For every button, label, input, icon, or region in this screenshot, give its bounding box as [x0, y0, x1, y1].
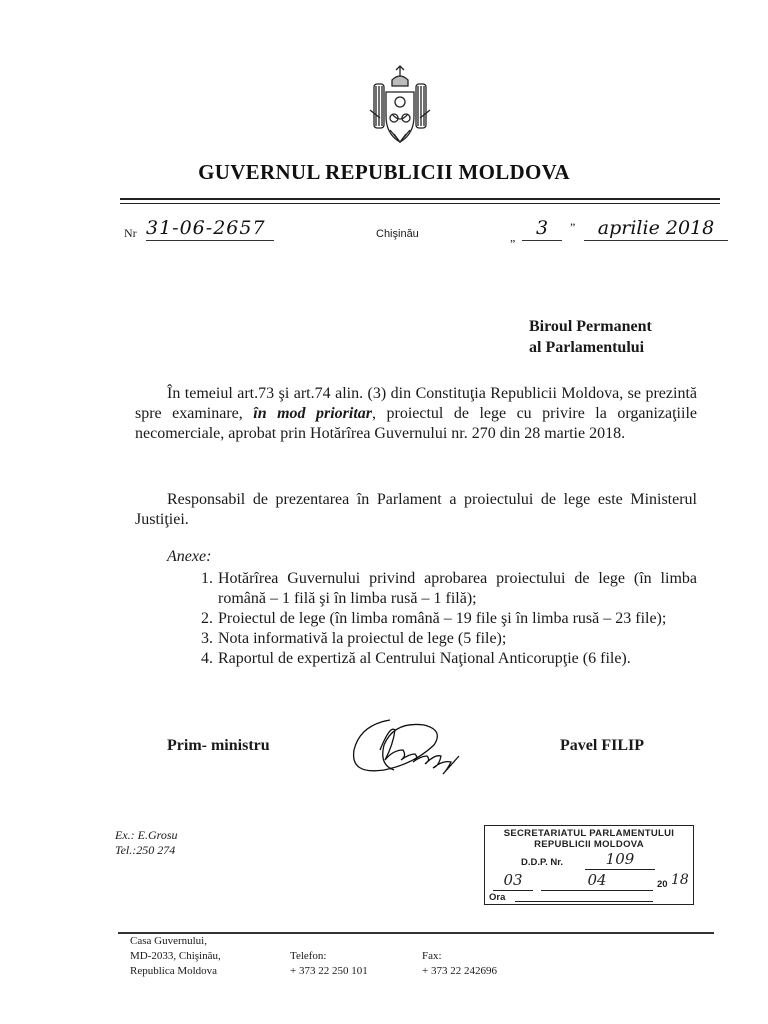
annexes-list [195, 569, 697, 669]
body-paragraph-2: Responsabil de prezentarea în Parlament a proiectului de lege este Ministerul Justiţiei. [135, 491, 697, 528]
header-rule-top [120, 198, 720, 200]
date-quote-open: „ [510, 230, 516, 244]
stamp-year-suffix: 18 [671, 872, 689, 888]
fax-value: + 373 22 242696 [422, 965, 497, 977]
executor-info [115, 828, 178, 858]
city-label: Chişinău [376, 228, 419, 240]
footer-address [130, 934, 221, 979]
annex-number: 2. [201, 610, 213, 627]
annex-item [195, 609, 697, 629]
recipient-line-2: al Parlamentului [529, 339, 645, 356]
annex-text: Raportul de expertiză al Centrului Naţional Anticorupţie (6 file). [218, 650, 631, 667]
registration-stamp [484, 825, 694, 905]
date-quote-close: ” [570, 220, 576, 234]
date-day-handwritten: 3 [522, 216, 562, 241]
stamp-ora-label: Ora [489, 892, 506, 903]
header-rule-bottom [120, 203, 720, 204]
p1-emphasis: în mod prioritar [253, 405, 373, 422]
body-paragraph-1 [135, 384, 697, 444]
stamp-line-1: SECRETARIATUL PARLAMENTULUI [503, 828, 675, 839]
annex-text: Proiectul de lege (în limba română – 19 file şi în limba rusă – 23 file); [218, 610, 667, 627]
annexes-title: Anexe: [167, 548, 212, 565]
annex-number: 3. [201, 630, 213, 647]
stamp-month: 04 [541, 871, 653, 891]
recipient-block [529, 316, 652, 358]
executor-name: Ex.: E.Grosu [115, 828, 178, 842]
stamp-line-2: REPUBLICII MOLDOVA [534, 839, 644, 850]
fax-label: Fax: [422, 950, 442, 962]
stamp-day: 03 [493, 871, 533, 891]
annex-item [195, 649, 697, 669]
reference-number-handwritten: 31-06-2657 [146, 216, 274, 241]
date-month-year-handwritten: aprilie 2018 [584, 216, 728, 241]
executor-phone: Tel.:250 274 [115, 843, 176, 857]
annex-text: Nota informativă la proiectul de lege (5 file); [218, 630, 507, 647]
stamp-ddp-label: D.D.P. Nr. [521, 857, 564, 868]
moldova-coat-of-arms-icon [368, 64, 432, 150]
phone-value: + 373 22 250 101 [290, 965, 368, 977]
address-line: Republica Moldova [130, 965, 218, 977]
stamp-ora-line [515, 901, 653, 902]
address-line: Casa Guvernului, [130, 935, 207, 947]
annex-number: 1. [201, 570, 213, 587]
reference-number-label: Nr [124, 226, 137, 240]
phone-label: Telefon: [290, 950, 327, 962]
footer-phone [290, 949, 368, 979]
stamp-year-prefix: 20 [657, 879, 668, 890]
p1-part-b: , proiectul de lege cu privire la organizaţiile necomerciale, aprobat prin Hotărîrea Guvernului nr. 270 din 28 martie 2018. [135, 405, 697, 442]
footer-fax [422, 949, 497, 979]
recipient-line-1: Biroul Permanent [529, 318, 652, 335]
stamp-ddp-number: 109 [585, 850, 655, 870]
document-heading: GUVERNUL REPUBLICII MOLDOVA [198, 160, 570, 184]
annex-number: 4. [201, 650, 213, 667]
annex-item [195, 629, 697, 649]
signatory-role: Prim- ministru [167, 737, 270, 754]
handwritten-signature [350, 710, 530, 780]
annex-text: Hotărîrea Guvernului privind aprobarea proiectului de lege (în limba română – 1 filă şi în limba rusă – 1 filă); [218, 570, 697, 607]
signatory-name: Pavel FILIP [560, 737, 644, 754]
address-line: MD-2033, Chişinău, [130, 950, 221, 962]
p1-part-a: În temeiul art.73 şi art.74 alin. (3) din Constituţia Republicii Moldova, se prezintă spre examinare, [135, 385, 697, 422]
annex-item [195, 569, 697, 609]
